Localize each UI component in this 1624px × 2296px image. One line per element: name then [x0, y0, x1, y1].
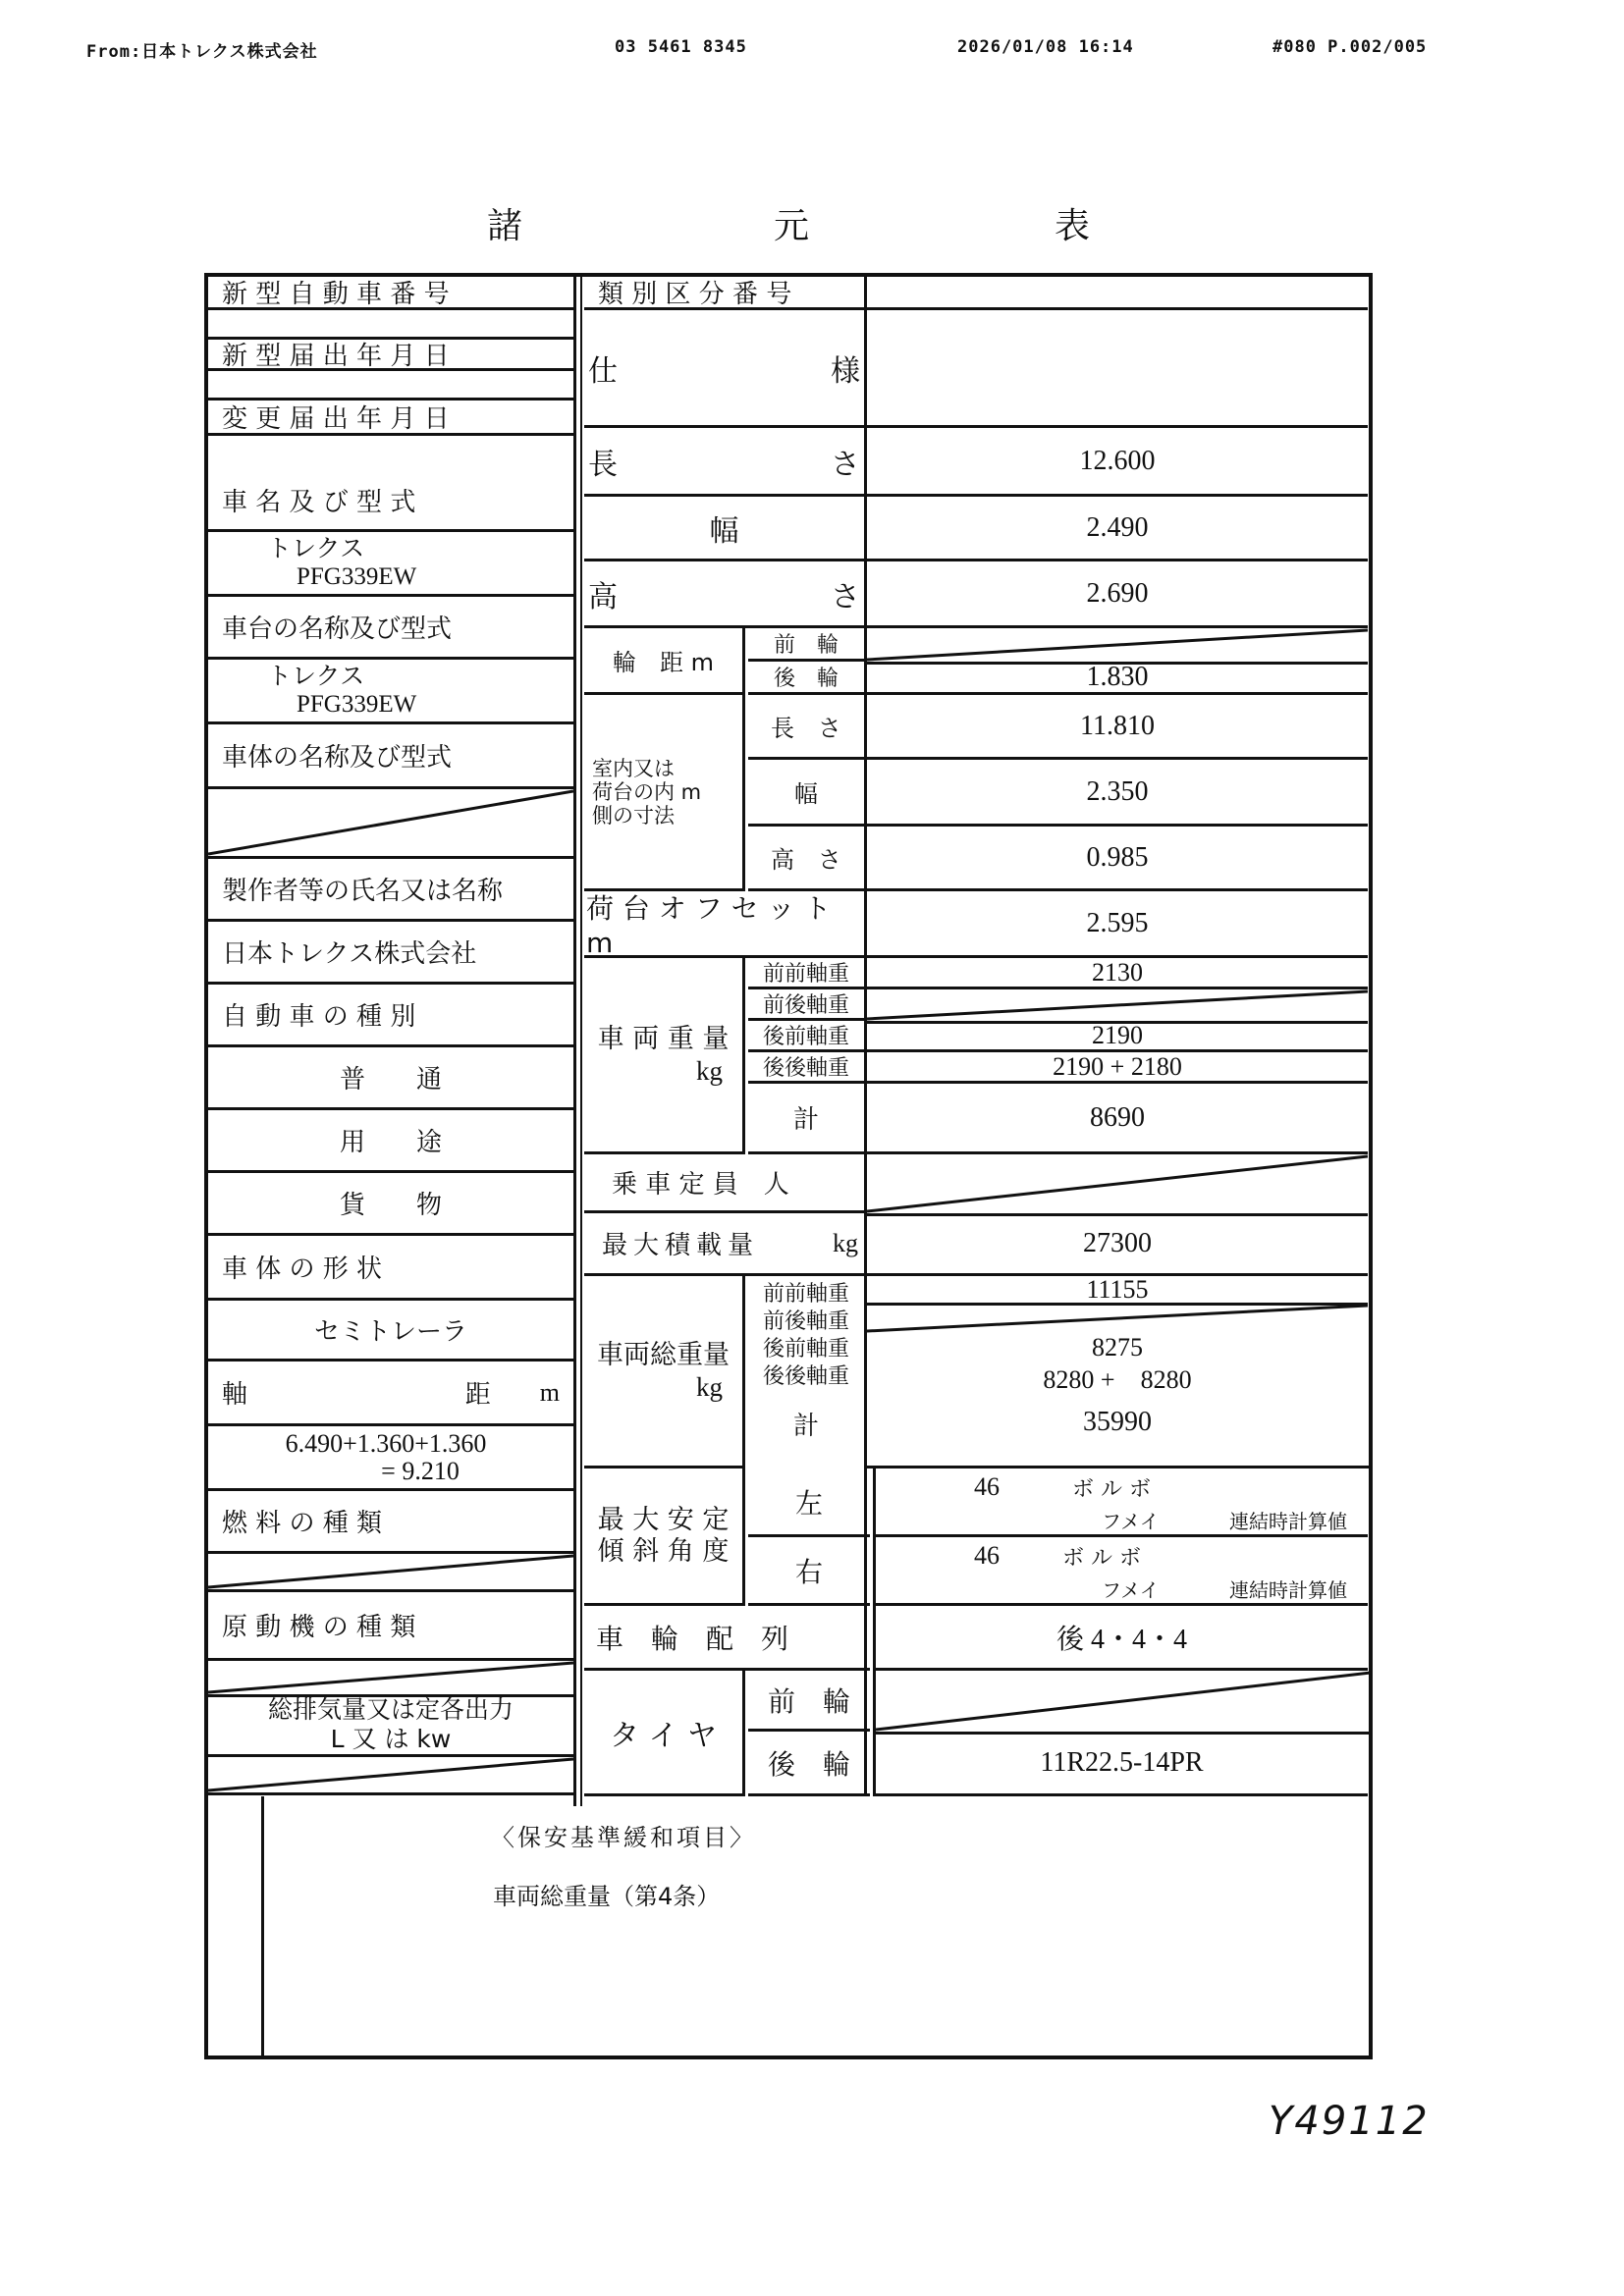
- max-load-value: 27300: [867, 1213, 1368, 1276]
- title-char-3: 表: [1055, 206, 1091, 246]
- tilt-right-trailer: ボ ル ボ: [1062, 1546, 1141, 1571]
- body-shape-value: セミトレーラ: [208, 1301, 573, 1362]
- tilt-left-note: 連結時計算値: [1229, 1510, 1347, 1533]
- tilt-left-trailer2: フメイ: [1102, 1510, 1160, 1533]
- vehicle-name-model-label: 車 名 及 び 型 式: [208, 471, 573, 532]
- fax-datetime: 2026/01/08 16:14: [957, 37, 1134, 57]
- body-name-model-label: 車体の名称及び型式: [208, 724, 573, 789]
- notes-heading: 〈保安基準緩和項目〉: [491, 1824, 756, 1851]
- wheelbase-label-2: 距: [464, 1380, 491, 1410]
- vw-row-value: 2130: [867, 958, 1368, 989]
- body-name-model-empty: [208, 789, 573, 859]
- tread-label: 輪 距 m: [584, 628, 745, 695]
- new-notice-date-value: [208, 371, 573, 400]
- wheelbase-value: [208, 1426, 573, 1491]
- manufacturer-value: 日本トレクス株式会社: [208, 922, 573, 985]
- displacement-empty: [208, 1757, 573, 1795]
- spec-label-1: 仕: [588, 353, 618, 389]
- inner-width-label: 幅: [748, 760, 864, 827]
- gw-row-label: 前後軸重: [762, 1308, 849, 1334]
- inner-width-value: 2.350: [867, 760, 1368, 827]
- width-value: 2.490: [867, 497, 1368, 561]
- tilt-right-value-cell: [873, 1537, 1368, 1606]
- chassis-model: PFG339EW: [297, 690, 417, 718]
- title-char-2: 元: [774, 206, 810, 246]
- length-label-1: 長: [588, 447, 618, 482]
- gw-row-label: 後前軸重: [762, 1336, 849, 1362]
- length-label: [584, 428, 864, 497]
- new-vehicle-number-label: 新 型 自 動 車 番 号: [208, 277, 573, 310]
- vw-row-empty: [867, 989, 1368, 1024]
- manufacturer-label: 製作者等の氏名又は名称: [208, 859, 573, 922]
- tilt-left-label: 左: [748, 1468, 870, 1537]
- fuel-type-empty: [208, 1554, 573, 1592]
- vw-total-value: 8690: [867, 1084, 1368, 1154]
- wheel-arrangement-label: 車 輪 配 列: [584, 1606, 870, 1671]
- inner-length-value: 11.810: [867, 695, 1368, 760]
- vw-row-value: 2190 + 2180: [867, 1052, 1368, 1084]
- gw-total-label: 計: [792, 1411, 819, 1441]
- tilt-label-2: 傾 斜 角 度: [597, 1535, 730, 1567]
- wheelbase-unit: m: [539, 1377, 560, 1407]
- vw-row-label: 前前軸重: [748, 958, 864, 989]
- capacity-label: 乗 車 定 員 人: [584, 1154, 864, 1213]
- tread-rear-label: 後 輪: [748, 662, 864, 695]
- change-notice-date-label: 変 更 届 出 年 月 日: [208, 400, 573, 436]
- capacity-empty: [867, 1154, 1368, 1216]
- spec-value: [867, 310, 1368, 428]
- tire-rear-value: 11R22.5-14PR: [873, 1732, 1368, 1796]
- chassis-name: トレクス: [267, 663, 365, 690]
- vehicle-name: トレクス: [267, 535, 365, 562]
- engine-type-empty: [208, 1661, 573, 1697]
- tilt-right-note: 連結時計算値: [1229, 1578, 1347, 1602]
- inner-dims-label: [584, 695, 745, 891]
- bed-offset-label: 荷 台 オ フ セ ッ ト m: [584, 891, 864, 958]
- vehicle-model: PFG339EW: [297, 562, 417, 590]
- tire-front-label: 前 輪: [748, 1671, 870, 1732]
- gross-weight-unit: kg: [696, 1371, 723, 1402]
- wheelbase-label: [208, 1362, 573, 1426]
- vehicle-weight-unit: kg: [696, 1055, 723, 1086]
- inner-length-label: 長 さ: [748, 695, 864, 760]
- inner-height-label: 高 さ: [748, 827, 864, 891]
- fax-page: #080 P.002/005: [1272, 37, 1428, 57]
- notes-item: 車両総重量（第4条）: [493, 1883, 721, 1910]
- handwritten-number: Y49112: [1269, 2099, 1430, 2144]
- tilt-left-value: 46: [974, 1472, 1000, 1501]
- tilt-right-trailer2: フメイ: [1102, 1578, 1160, 1602]
- vw-total-label: 計: [748, 1084, 864, 1154]
- displacement-label-line1: 総排気量又は定各出力: [267, 1694, 514, 1724]
- height-label-2: さ: [831, 579, 860, 614]
- tilt-left-trailer: ボ ル ボ: [1072, 1477, 1151, 1502]
- tilt-label: [584, 1468, 745, 1606]
- tire-rear-label: 後 輪: [748, 1732, 870, 1796]
- vw-row-value: 2190: [867, 1021, 1368, 1052]
- displacement-label: [208, 1694, 573, 1757]
- tire-label: タ イ ヤ: [584, 1671, 745, 1796]
- fax-sender: From:日本トレクス株式会社: [86, 42, 318, 62]
- spec-label-2: 様: [831, 353, 860, 389]
- max-load-unit: kg: [833, 1228, 858, 1257]
- vw-row-label: 前後軸重: [748, 989, 864, 1021]
- vw-row-label: 後後軸重: [748, 1052, 864, 1084]
- gw-row-label: 後後軸重: [762, 1363, 849, 1389]
- inner-height-value: 0.985: [867, 827, 1368, 891]
- tilt-left-value-cell: [873, 1468, 1368, 1537]
- wheel-arrangement-value: 後 4・4・4: [873, 1606, 1368, 1671]
- fuel-type-label: 燃 料 の 種 類: [208, 1491, 573, 1554]
- usage-value: 貨 物: [208, 1173, 573, 1236]
- max-load-title: 最大積載量: [602, 1231, 760, 1260]
- displacement-label-line2: L 又 は kw: [330, 1724, 452, 1753]
- gw-row-value: 8280 + 8280: [1043, 1364, 1192, 1394]
- category-number-label: 類 別 区 分 番 号: [584, 277, 864, 310]
- tread-front-empty: [867, 628, 1368, 665]
- inner-dims-label-3: 側の寸法: [592, 803, 675, 828]
- vw-row-label: 後前軸重: [748, 1021, 864, 1052]
- spec-label: [584, 310, 864, 428]
- vehicle-type-label: 自 動 車 の 種 別: [208, 985, 573, 1047]
- gw-row-label: 前前軸重: [762, 1281, 849, 1307]
- category-number-value: [867, 277, 1368, 310]
- vehicle-type-value: 普 通: [208, 1047, 573, 1110]
- tread-front-label: 前 輪: [748, 628, 864, 662]
- engine-type-label: 原 動 機 の 種 類: [208, 1592, 573, 1661]
- length-label-2: さ: [831, 447, 860, 482]
- tilt-right-label: 右: [748, 1537, 870, 1606]
- height-value: 2.690: [867, 561, 1368, 628]
- max-load-label: [584, 1213, 864, 1276]
- width-label: 幅: [584, 497, 864, 561]
- vehicle-weight-title: 車 両 重 量: [597, 1023, 730, 1054]
- wheelbase-label-1: 軸: [222, 1380, 248, 1410]
- gross-weight-title: 車両総重量: [597, 1339, 730, 1370]
- chassis-name-model-value: [208, 660, 573, 724]
- wheelbase-value-line2: = 9.210: [381, 1456, 460, 1485]
- length-value: 12.600: [867, 428, 1368, 497]
- divider: [573, 275, 576, 1806]
- gross-weight-label: [584, 1276, 745, 1468]
- divider: [580, 275, 582, 1806]
- usage-label: 用 途: [208, 1110, 573, 1173]
- new-notice-date-label: 新 型 届 出 年 月 日: [208, 340, 573, 371]
- gw-row-value: 11155: [867, 1276, 1368, 1306]
- inner-dims-label-1: 室内又は: [592, 756, 675, 780]
- tilt-right-value: 46: [974, 1541, 1000, 1570]
- gw-total-value: 35990: [1083, 1407, 1152, 1437]
- chassis-name-model-label: 車台の名称及び型式: [208, 597, 573, 660]
- vehicle-weight-label: [584, 958, 745, 1154]
- title-char-1: 諸: [487, 206, 523, 246]
- body-shape-label: 車 体 の 形 状: [208, 1236, 573, 1301]
- tire-front-empty: [873, 1671, 1371, 1735]
- height-label: [584, 561, 864, 628]
- vehicle-name-model-value: [208, 532, 573, 597]
- gw-row-empty: [867, 1306, 1368, 1333]
- tread-rear-value: 1.830: [867, 662, 1368, 695]
- change-notice-date-value: [208, 436, 573, 475]
- inner-dims-label-2: 荷台の内 m: [592, 779, 702, 804]
- notes-margin-line: [261, 1796, 264, 2056]
- wheelbase-value-line1: 6.490+1.360+1.360: [285, 1428, 487, 1458]
- tilt-label-1: 最 大 安 定: [597, 1504, 730, 1535]
- gw-row-value: 8275: [1092, 1333, 1143, 1362]
- bed-offset-value: 2.595: [867, 891, 1368, 958]
- height-label-1: 高: [588, 579, 618, 614]
- fax-phone: 03 5461 8345: [615, 37, 747, 57]
